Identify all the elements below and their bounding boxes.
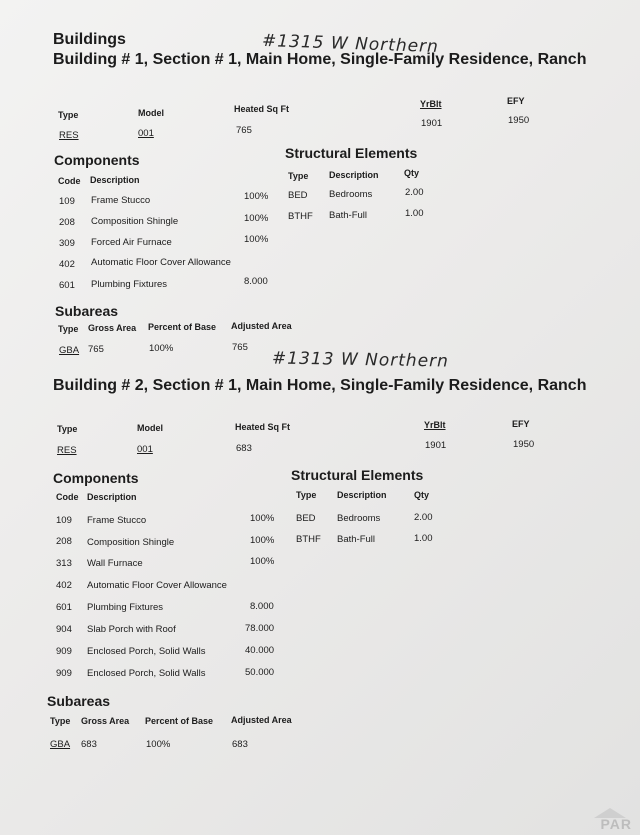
component-code: 909 [56,646,72,657]
component-value: 8.000 [250,601,274,612]
building-heading: Building # 1, Section # 1, Main Home, Single-Family Residence, Ranch [53,51,587,68]
col-header-yrblt: YrBlt [420,99,442,109]
subarea-percent-of-base: 100% [149,343,174,354]
component-code: 601 [56,602,72,613]
component-code: 402 [56,580,72,591]
subarea-adjusted-area: 765 [232,342,248,353]
comp-header-code: Code [58,176,81,186]
struct-header-description: Description [337,490,387,500]
component-code: 909 [56,668,72,679]
component-code: 208 [59,217,75,228]
sub-header-gross-area: Gross Area [81,716,130,726]
col-header-model: Model [138,108,164,118]
handwritten-address: #1313 W Northern [271,348,450,372]
col-header-efy: EFY [507,96,525,106]
subarea-adjusted-area: 683 [232,739,248,750]
col-header-heated-sqft: Heated Sq Ft [235,422,291,432]
component-value: 100% [250,535,275,546]
struct-description: Bedrooms [329,189,373,200]
struct-type: BED [296,513,316,524]
component-value: 8.000 [244,276,268,287]
struct-description: Bath-Full [337,534,376,545]
component-value: 40.000 [245,645,275,656]
struct-header-qty: Qty [404,168,420,178]
col-header-model: Model [137,423,163,433]
sub-header-gross-area: Gross Area [88,323,137,333]
component-code: 402 [59,259,75,270]
struct-qty: 1.00 [405,208,424,219]
component-value: 50.000 [245,667,275,678]
structural-elements-heading: Structural Elements [291,467,424,483]
col-header-yrblt: YrBlt [424,420,446,430]
value-yrblt: 1901 [425,440,447,451]
component-description: Plumbing Fixtures [91,279,168,290]
watermark: PAR [600,816,632,832]
struct-header-qty: Qty [414,490,430,500]
value-type: RES [57,445,77,456]
subarea-gross-area: 765 [88,344,104,355]
struct-description: Bedrooms [337,513,381,524]
component-description: Automatic Floor Cover Allowance [91,257,231,268]
components-heading: Components [53,470,139,486]
value-efy: 1950 [508,115,530,126]
sub-header-percent-of-base: Percent of Base [145,716,214,726]
component-description: Enclosed Porch, Solid Walls [87,646,206,657]
value-model: 001 [138,128,154,139]
sub-header-type: Type [50,716,71,726]
struct-qty: 2.00 [405,187,424,198]
component-value: 100% [244,213,269,224]
component-code: 904 [56,624,72,635]
sub-header-adjusted-area: Adjusted Area [231,321,292,331]
sub-header-adjusted-area: Adjusted Area [231,715,292,725]
sub-header-type: Type [58,324,79,334]
subareas-heading: Subareas [47,693,111,709]
col-header-type: Type [57,424,78,434]
page-title: Buildings [53,31,126,48]
struct-qty: 2.00 [414,512,433,523]
component-description: Enclosed Porch, Solid Walls [87,668,206,679]
component-description: Wall Furnace [87,558,143,569]
struct-header-type: Type [288,171,309,181]
value-yrblt: 1901 [421,118,443,129]
col-header-efy: EFY [512,419,530,429]
component-description: Composition Shingle [87,537,175,548]
building-heading: Building # 2, Section # 1, Main Home, Single-Family Residence, Ranch [53,377,587,394]
subarea-type: GBA [50,739,71,750]
component-description: Frame Stucco [91,195,151,206]
struct-type: BTHF [288,211,313,222]
sub-header-percent-of-base: Percent of Base [148,322,217,332]
component-description: Frame Stucco [87,515,147,526]
component-value: 100% [244,234,269,245]
subarea-type: GBA [59,345,80,356]
component-code: 313 [56,558,72,569]
struct-header-type: Type [296,490,317,500]
component-value: 100% [244,191,269,202]
subarea-gross-area: 683 [81,739,97,750]
component-value: 100% [250,556,275,567]
col-header-type: Type [58,110,79,120]
components-heading: Components [54,152,140,168]
subarea-percent-of-base: 100% [146,739,171,750]
col-header-heated-sqft: Heated Sq Ft [234,104,290,114]
component-description: Slab Porch with Roof [87,624,176,635]
handwritten-address: #1315 W Northern [261,30,440,58]
component-code: 309 [59,238,75,249]
value-type: RES [59,130,79,141]
component-description: Forced Air Furnace [91,237,172,248]
component-code: 109 [56,515,72,526]
comp-header-code: Code [56,492,79,502]
value-heated-sqft: 683 [236,443,252,454]
value-model: 001 [137,444,153,455]
component-description: Automatic Floor Cover Allowance [87,580,227,591]
comp-header-description: Description [90,175,140,185]
component-code: 208 [56,536,72,547]
component-value: 78.000 [245,623,275,634]
struct-header-description: Description [329,170,379,180]
struct-type: BTHF [296,534,321,545]
structural-elements-heading: Structural Elements [285,145,418,161]
struct-type: BED [288,190,308,201]
struct-qty: 1.00 [414,533,433,544]
comp-header-description: Description [87,492,137,502]
value-heated-sqft: 765 [236,125,252,136]
value-efy: 1950 [513,439,535,450]
component-code: 109 [59,196,75,207]
component-description: Plumbing Fixtures [87,602,164,613]
component-code: 601 [59,280,75,291]
subareas-heading: Subareas [55,303,119,319]
component-value: 100% [250,513,275,524]
component-description: Composition Shingle [91,216,179,227]
struct-description: Bath-Full [329,210,368,221]
